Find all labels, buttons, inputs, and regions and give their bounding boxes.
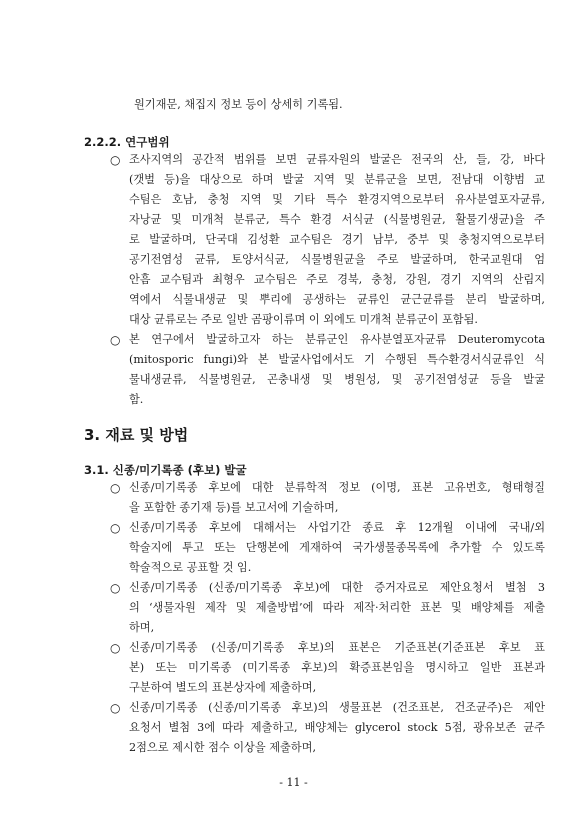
section-heading-2-2-2: 2.2.2. 연구범위 (84, 135, 170, 149)
text-line: 요청서 별첨 3에 따라 제출하고, 배양체는 glycerol stock 5점, 광유보존 균주 (129, 721, 545, 734)
text-line: 신종/미기록종 (신종/미기록종 후보)의 생물표본 (건조표본, 건조균주)은 제안 (129, 701, 545, 714)
text-line: (갯벌 등)을 대상으로 하며 발굴 지역 및 분류군을 보면, 전남대 이향범 교 (129, 173, 545, 186)
text-line: 본 연구에서 발굴하고자 하는 분류군인 유사분열포자균류 Deuteromycota (129, 333, 545, 346)
text-line: 의 ‘생물자원 제작 및 제출방법’에 따라 제작·처리한 표본 및 배양체를 제출 (129, 601, 545, 614)
text-line: 학술지에 투고 또는 단행본에 게재하여 국가생물종목록에 추가할 수 있도록 (129, 541, 545, 554)
paragraph-tail: 원기재문, 채집지 정보 등이 상세히 기록됨. (134, 98, 343, 111)
text-line: (mitosporic fungi)와 본 발굴사업에서도 기 수행된 특수환경서식균류인 식 (129, 353, 545, 366)
text-line: 신종/미기록종 후보에 대해서는 사업기간 종료 후 12개월 이내에 국내/외 (129, 521, 545, 534)
text-line: 신종/미기록종 (신종/미기록종 후보)에 대한 증거자료로 제안요청서 별첨 3 (129, 581, 545, 594)
page-number: - 11 - (279, 776, 308, 789)
bullet-circle: ○ (110, 641, 121, 655)
text-line: 구분하여 별도의 표본상자에 제출하며, (129, 681, 317, 694)
text-line: 안흠 교수팀과 최형우 교수팀은 주로 경북, 충청, 강원, 경기 지역의 산림지 (129, 273, 545, 286)
text-line: 신종/미기록종 후보에 대한 분류학적 정보 (이명, 표본 고유번호, 형태형질 (129, 481, 545, 494)
text-line: 자낭균 및 미개척 분류군, 특수 환경 서식균 (식물병원균, 활물기생균)을 주 (129, 213, 545, 226)
section-heading-3-1: 3.1. 신종/미기록종 (후보) 발굴 (84, 463, 247, 477)
text-line: 2점으로 제시한 점수 이상을 제출하며, (129, 741, 317, 754)
text-line: 대상 균류로는 주로 일반 곰팡이류며 이 외에도 미개척 분류군이 포함됨. (129, 313, 478, 326)
bullet-circle: ○ (110, 481, 121, 495)
text-line: 로 발굴하며, 단국대 김성환 교수팀은 경기 남부, 중부 및 충청지역으로부터 (129, 233, 545, 246)
bullet-circle: ○ (110, 521, 121, 535)
text-line: 하며, (129, 621, 155, 634)
bullet-circle: ○ (110, 333, 121, 347)
section-heading-3: 3. 재료 및 방법 (84, 426, 189, 444)
text-line: 조사지역의 공간적 범위를 보면 균류자원의 발굴은 전국의 산, 들, 강, 바다 (129, 153, 545, 166)
text-line: 함. (129, 393, 144, 406)
text-line: 학술적으로 공표할 것 임. (129, 561, 252, 574)
text-line: 신종/미기록종 (신종/미기록종 후보)의 표본은 기준표본(기준표본 후보 표 (129, 641, 545, 654)
text-line: 본) 또는 미기록종 (미기록종 후보)의 확증표본임을 명시하고 일반 표본과 (129, 661, 545, 674)
text-line: 공기전염성 균류, 토양서식균, 식물병원균을 주로 발굴하며, 한국교원대 엄 (129, 253, 545, 266)
text-line: 역에서 식물내생균 및 뿌리에 공생하는 균류인 균근균류를 분리 발굴하며, (129, 293, 545, 306)
text-line: 을 포함한 종기재 등)를 보고서에 기술하며, (129, 501, 339, 514)
bullet-circle: ○ (110, 701, 121, 715)
bullet-circle: ○ (110, 581, 121, 595)
bullet-circle: ○ (110, 153, 121, 167)
text-line: 물내생균류, 식물병원균, 곤충내생 및 병원성, 및 공기전염성균 등을 발굴 (129, 373, 545, 386)
text-line: 수팀은 호남, 충청 지역 및 기타 특수 환경지역으로부터 유사분열포자균류, (129, 193, 545, 206)
